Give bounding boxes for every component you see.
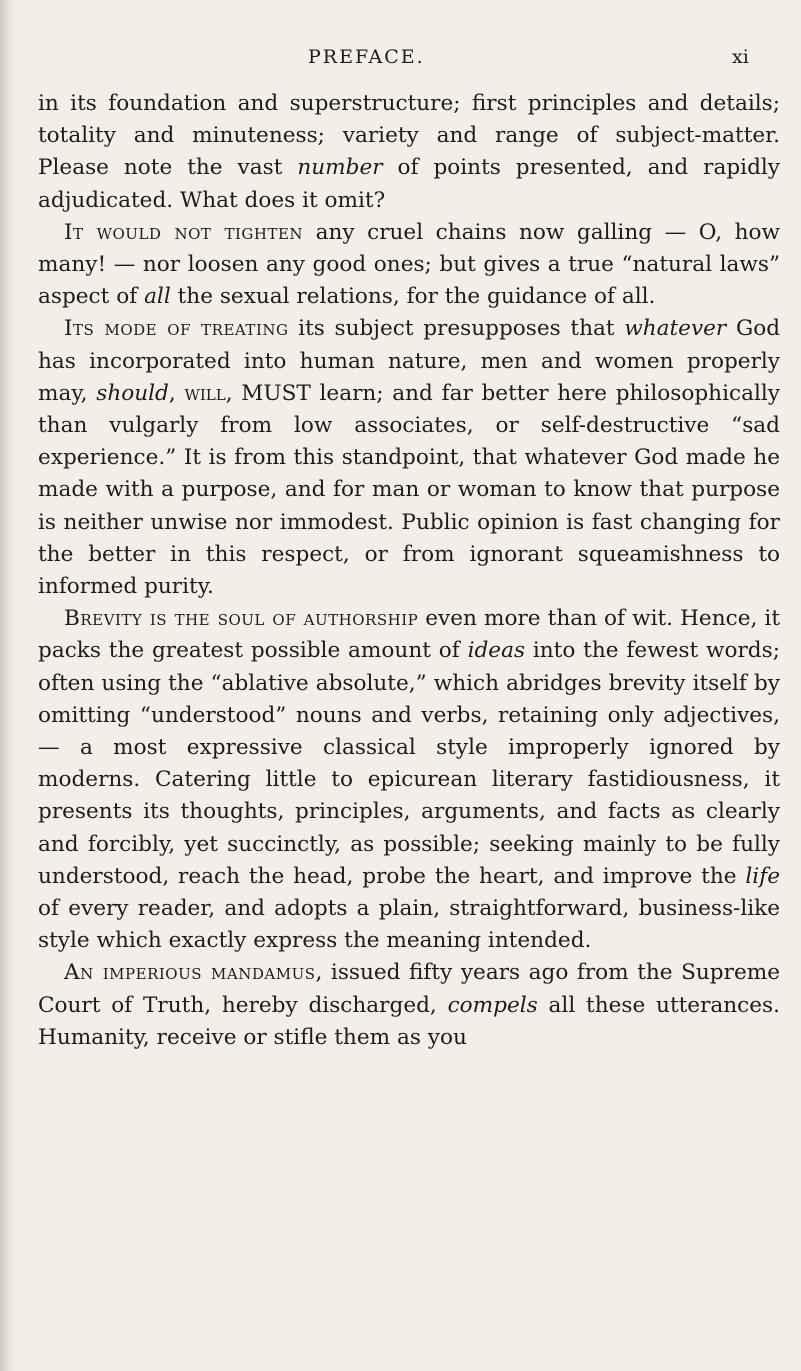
text-run: God has incorporated into human nature, men and women properly may,: [38, 316, 781, 406]
emphasis-text: ideas: [467, 638, 526, 664]
page-spine-shadow: [0, 0, 14, 1371]
paragraph-3: [38, 313, 780, 603]
text-run: of every reader, and adopts a plain, straightforward, business-like style which exactly express the meaning intended.: [38, 896, 780, 954]
text-run: ,: [168, 380, 185, 406]
paragraph-5: [38, 957, 780, 1054]
text-run: into the fewest words; often using the “ablative absolute,” which abridges brevity itself by omitting “understood” nouns and verbs, retaining only adjectives, — a most expressive classical style improperly ignored by moderns. Catering little to epicurean literary fastidiousness, it presents its thoughts, principles, arguments, and facts as clearly and forcibly, yet succinctly, as possible; seeking mainly to be fully understood, reach the head, probe the heart, and improve the: [38, 638, 780, 889]
paragraph-lead: An imperious mandamus: [64, 960, 316, 986]
emphasis-text: should: [96, 380, 169, 406]
paragraph-lead: Brevity is the soul of authorship: [64, 606, 419, 632]
emphasis-text: all: [144, 284, 171, 310]
text-run: its subject presupposes that: [288, 316, 625, 342]
emphasis-text: life: [745, 863, 780, 889]
emphasis-text: number: [297, 155, 383, 181]
paragraph-4: [38, 603, 780, 957]
text-run: in its foundation and superstructure; first principles and details; totality and minuteness; variety and range of subject-matter. Please note the vast: [38, 91, 780, 181]
running-head: PREFACE.: [308, 46, 425, 68]
emphasis-text: whatever: [624, 316, 727, 342]
text-run: the sexual relations, for the guidance of all.: [170, 284, 656, 310]
text-run: will: [184, 380, 226, 406]
text-run: , MUST learn; and far better here philosophically than vulgarly from low associates, or self-destructive “sad experience.” It is from this standpoint, that whatever God made he made with a purpose, and for man or woman to know that purpose is neither unwise nor immodest. Public opinion is fast changing for the better in this respect, or from ignorant squeamishness to informed purity.: [38, 380, 780, 600]
paragraph-2: [38, 217, 780, 314]
text-run: even more than of wit. Hence, it packs the greatest possible amount of: [38, 606, 780, 664]
page-number: xi: [732, 46, 749, 68]
paragraph-lead: It would not tighten: [64, 219, 304, 245]
body-text: [38, 88, 780, 1054]
paragraph-1: [38, 88, 780, 217]
paragraph-lead: Its mode of treating: [64, 316, 289, 342]
emphasis-text: compels: [447, 992, 538, 1018]
text-run: of points presented, and rapidly adjudicated. What does it omit?: [38, 155, 780, 213]
text-run: , issued fifty years ago from the Supreme Court of Truth, hereby discharged,: [38, 960, 780, 1018]
text-run: all these utterances. Humanity, receive or stifle them as you: [38, 992, 781, 1050]
book-page: [38, 0, 780, 1371]
text-run: any cruel chains now galling — O, how many! — nor loosen any good ones; but gives a true “natural laws” aspect of: [38, 219, 780, 310]
